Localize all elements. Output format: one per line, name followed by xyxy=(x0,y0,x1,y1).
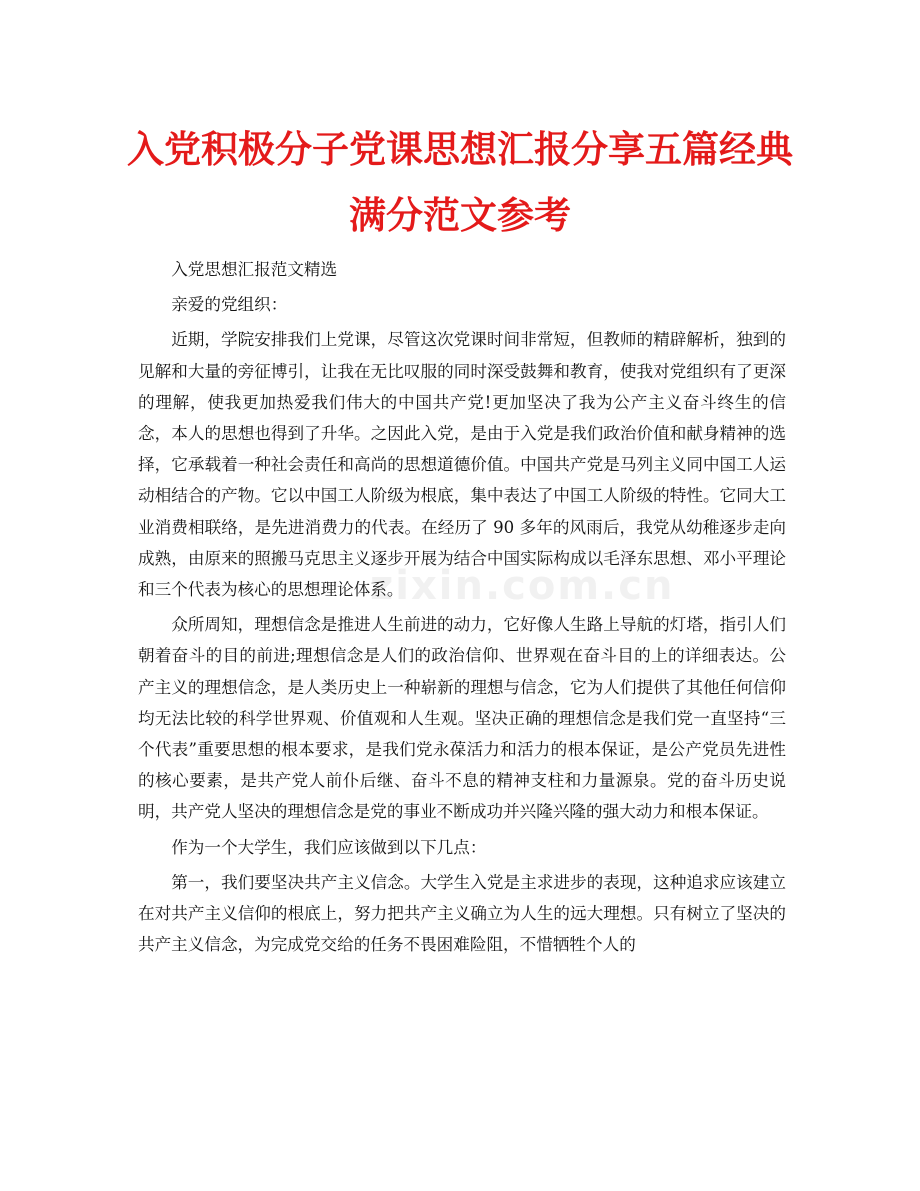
paragraph-salutation: 亲爱的党组织： xyxy=(171,295,288,315)
watermark-text: zixin.com.cn xyxy=(370,563,675,609)
paragraph-body-4: 第一，我们要坚决共产主义信念。大学生入党是主求进步的表现，这种追求应该建立在对共产主义信仰的根底上，努力把共产主义确立为人生的远大理想。只有树立了坚决的共产主义信念，为完成党交给的任务不畏困难险阻，不惜牺牲个人的 xyxy=(138,872,786,955)
document-title-line-1: 入党积极分子党课思想汇报分享五篇经典 xyxy=(127,128,793,171)
paragraph-subtitle: 入党思想汇报范文精选 xyxy=(171,260,338,279)
paragraph-body-2: 众所周知，理想信念是推进人生前进的动力，它好像人生路上导航的灯塔，指引人们朝着奋斗的目的前进;理想信念是人们的政治信仰、世界观在奋斗目的上的详细表达。公产主义的理想信念，是人类历史上一种崭新的理想与信念，它为人们提供了其他任何信仰均无法比较的科学世界观、价值观和人生观。坚决正确的理想信念是我们党一直坚持“三个代表”重要思想的根本要求，是我们党永葆活力和活力的根本保证，是公产党员先进性的核心要素，是共产党人前仆后继、奋斗不息的精神支柱和力量源泉。党的奋斗历史说明，共产党人坚决的理想信念是党的事业不断成功并兴隆兴隆的强大动力和根本保证。 xyxy=(138,615,786,822)
document-title-line-2: 满分范文参考 xyxy=(349,194,571,237)
paragraph-body-1: 近期，学院安排我们上党课，尽管这次党课时间非常短，但教师的精辟解析，独到的见解和大量的旁征博引，让我在无比叹服的同时深受鼓舞和教育，使我对党组织有了更深的理解，使我更加热爱我们伟大的中国共产党!更加坚决了我为公产主义奋斗终生的信念，本人的思想也得到了升华。之因此入党，是由于入党是我们政治价值和献身精神的选择，它承载着一种社会责任和高尚的思想道德价值。中国共产党是马列主义同中国工人运动相结合的产物。它以中国工人阶级为根底，集中表达了中国工人阶级的特性。它同大工业消费相联络，是先进消费力的代表。在经历了 90 多年的风雨后，我党从幼稚逐步走向成熟，由原来的照搬马克思主义逐步开展为结合中国实际构成以毛泽东思想、邓小平理论和三个代表为核心的思想理论体系。 xyxy=(138,330,786,600)
paragraph-body-3: 作为一个大学生，我们应该做到以下几点： xyxy=(171,837,487,857)
document-body xyxy=(138,254,786,964)
